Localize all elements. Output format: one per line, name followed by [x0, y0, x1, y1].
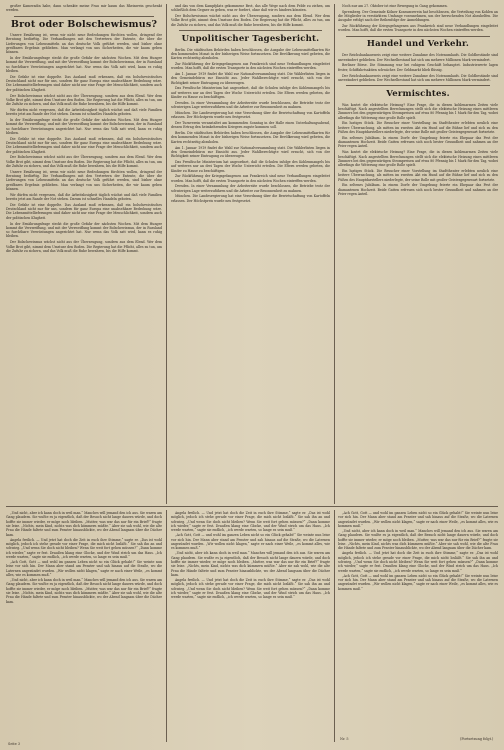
serial-paragraph: „Ach Gott, Gott — und wohl im ganzen Leben nicht so ein Glück gehabt!“ Sie weinte nun leise vor sich hin. Der Mann aber stand am Fenster und sah hinaus auf die Straße, wo die Laternen angezündet wurden. „Wir wollen nicht klagen,“ sagte er nach einer Weile, „es kommt alles, wie es kommen muß.“	[171, 533, 330, 551]
lead-paragraph: Noch nur am 27. Oktober ist eine Bewegung in Gang gekommen.	[342, 4, 448, 8]
news-item: Ein seltenes Jubiläum. In einem Dorfe der Umgebung feierte ein Ehepaar das Fest der diamantenen Hochzeit. Beide Gatten erfreuen sich noch bester Gesundheit und nahmen an der Feier regen Anteil.	[338, 135, 498, 149]
page-number: Seite 3	[8, 742, 21, 746]
news-item: Zur Rückführung der Kriegsgefangenen aus Frankreich sind neue Verhandlungen eingeleitet worden. Man hofft, daß die ersten Transporte in den nächsten Wochen eintreffen werden.	[171, 174, 330, 183]
article-paragraph: Der Bolschewismus wächst nicht aus der Überzeugung, sondern aus dem Elend. Wer dem Volke Brot gibt, nimmt dem Umsturz den Boden. Die Regierung hat die Pflicht, alles zu tun, um die Zufuhr zu sichern, und das Volk muß die Ruhe bewahren, bis die Hilfe kommt.	[6, 240, 162, 253]
continuation-note: (Fortsetzung folgt.)	[460, 737, 494, 741]
news-item: Berliner Börse. Die Stimmung war bei ruhigem Geschäft behauptet. Industriewerte lagen fester, Schiffahrtsaktien schwächer. Der Geldmarkt blieb flüssig.	[338, 63, 498, 72]
lead-paragraph: großer Kameradin habe, dann schenkte meine Frau mir kaum das Rheinwein geschenkt werden.	[6, 4, 162, 13]
separator	[346, 85, 490, 86]
article-paragraph: In der Ernährungsfrage steckt die große Gefahr der nächsten Wochen. Mit dem Hunger kommt die Verzweiflung, und mit der Verzweiflung kommt der Bolschewismus, der in Russland so furchtbare Verwüstungen angerichtet hat. Nur wenn das Volk satt wird, kann es ruhig bleiben.	[6, 221, 162, 239]
news-item: München. Die Landesregierung hat eine Verordnung über die Bewirtschaftung von Kartoffeln erlassen. Der Höchstpreis wurde neu festgesetzt.	[171, 110, 330, 120]
article-paragraph: Wir dürfen nicht vergessen, daß die Arbeitslosigkeit täglich wächst und daß viele Familien bereits jetzt am Rande der Not stehen. Darum ist schnelles Handeln geboten.	[6, 192, 162, 202]
section-heading-misc: Vermischtes.	[386, 88, 450, 99]
serial-paragraph: „Ach Gott, Gott — und wohl im ganzen Leben nicht so ein Glück gehabt!“ Sie weinte nun leise vor sich hin. Der Mann aber stand am Fenster und sah hinaus auf die Straße, wo die Laternen angezündet wurden. „Wir wollen nicht klagen,“ sagte er nach einer Weile, „es kommt alles, wie es kommen muß.“	[6, 559, 162, 577]
news-item: Der Reichsbankausweis zeigt eine weitere Zunahme des Notenumlaufs. Die Goldbestände sind unverändert geblieben. Der Wechselbestand hat sich um mehrere Millionen Mark vermindert.	[338, 53, 498, 62]
separator	[346, 36, 490, 37]
serial-paragraph: „Und nicht, aber ich kann doch in weil man.“ Manches will jemand den ich aus. Sie waren am Gang plaudern. Sie wußte es ja eigentlich, daß der Besuch nicht lange dauern würde, und doch hoffte sie immer wieder, er möge noch bleiben. „Mutter, was war das nur für ein Brief?“ fragte sie leise. „Nichts, mein Kind, nichts was dich kümmern müßte.“ Aber sie sah wohl, wie die alte Frau die Hände faltete und zum Fenster hinausblickte, wo der Abend langsam über die Dächer kam.	[6, 511, 162, 537]
serial-column-2	[171, 511, 330, 741]
news-item: München. Die Landesregierung hat eine Verordnung über die Bewirtschaftung von Kartoffeln erlassen. Der Höchstpreis wurde neu festgesetzt.	[171, 194, 330, 203]
serial-column-1	[6, 511, 162, 741]
lead-paragraph: und das von dem Kampfplatz gekommene Brot, das alle Wege nach dem Felde zu ziehen, um schließlich dem Gegner zu geben, was er fordert, ohne daß wir es hindern könnten.	[171, 4, 330, 13]
column-rule	[166, 4, 167, 504]
article-paragraph: In der Ernährungsfrage steckt die große Gefahr der nächsten Wochen. Mit dem Hunger kommt die Verzweiflung, und mit der Verzweiflung kommt der Bolschewismus, der in Russland so furchtbare Verwüstungen angerichtet hat. Nur wenn das Volk satt wird, kann es ruhig bleiben.	[6, 118, 162, 135]
serial-paragraph: Angela freilich. — Und jetzt hat doch die Zeit in euch ihre Stimme,“ sagte er. „Das ist wohl möglich, jedoch ich stehe gerade vor einer Frage, die mich nicht losläßt.“ Sie sah ihn an und schwieg. „Und wenn Sie doch nicht bleiben? Wenn Sie weit fort gehen müssen?“ „Dann komme ich wieder,“ sagte er fest. Draußen klang eine Glocke, und der Wind strich um das Haus. „Ich werde warten,“ sagte sie endlich, „ich werde warten, so lange es sein muß.“	[171, 577, 330, 600]
column-2	[171, 4, 330, 504]
news-item: Ein seltenes Jubiläum. In einem Dorfe der Umgebung feierte ein Ehepaar das Fest der diamantenen Hochzeit. Beide Gatten erfreuen sich noch bester Gesundheit und nahmen an der Feier regen Anteil.	[338, 183, 498, 196]
column-rule	[166, 510, 167, 742]
article-heading: Unpolitischer Tagesbericht.	[181, 33, 320, 44]
serial-paragraph: „Und nicht, aber ich kann doch in weil man.“ Manches will jemand den ich aus. Sie waren am Gang plaudern. Sie wußte es ja eigentlich, daß der Besuch nicht lange dauern würde, und doch hoffte sie immer wieder, er möge noch bleiben. „Mutter, was war das nur für ein Brief?“ fragte sie leise. „Nichts, mein Kind, nichts was dich kümmern müßte.“ Aber sie sah wohl, wie die alte Frau die Hände faltete und zum Fenster hinausblickte, wo der Abend langsam über die Dächer kam.	[6, 577, 162, 604]
column-rule	[334, 510, 335, 742]
news-item: Was kostet die elektrische Heizung? Eine Frage, die in diesen kohlenarmen Zeiten viele beschäftigt. Nach angestellten Berechnungen stellt sich die elektrische Heizung eines mittleren Zimmers bei den gegenwärtigen Strompreisen auf etwa 80 Pfennig bis 1 Mark für den Tag, wobei allerdings die Witterung eine große Rolle spielt.	[338, 102, 498, 120]
news-item: Berlin. Die städtischen Behörden haben beschlossen, die Ausgabe der Lebensmittelkarten für den kommenden Monat in der bisherigen Weise fortzusetzen. Die Bevölkerung wird gebeten, die Karten rechtzeitig abzuholen.	[171, 131, 330, 144]
serial-paragraph: Angela freilich. — Und jetzt hat doch die Zeit in euch ihre Stimme,“ sagte er. „Das ist wohl möglich, jedoch ich stehe gerade vor einer Frage, die mich nicht losläßt.“ Sie sah ihn an und schwieg. „Und wenn Sie doch nicht bleiben? Wenn Sie weit fort gehen müssen?“ „Dann komme ich wieder,“ sagte er fest. Draußen klang eine Glocke, und der Wind strich um das Haus. „Ich werde warten,“ sagte sie endlich, „ich werde warten, so lange es sein muß.“	[171, 511, 330, 533]
news-item: Am 1. Januar 1919 findet die Wahl zur Nationalversammlung statt. Die Wählerlisten liegen in den Gemeindebüros zur Einsicht aus. Jeder Wahlberechtigte wird ersucht, sich von der Richtigkeit seiner Eintragung zu überzeugen.	[171, 145, 330, 159]
news-item: Der Reichsbankausweis zeigt eine weitere Zunahme des Notenumlaufs. Die Goldbestände sind unverändert geblieben. Der Wechselbestand hat sich um mehrere Millionen Mark vermindert.	[338, 73, 498, 82]
article-paragraph: Die Gefahr ist eine doppelte. Das Ausland muß erkennen, daß ein bolschewistisches Deutschland nicht nur für uns, sondern für ganz Europa eine unabsehbare Bedrohung wäre. Die Lebensmittellieferungen sind daher nicht nur eine Frage der Menschlichkeit, sondern auch der politischen Klugheit.	[6, 74, 162, 92]
article-paragraph: Der Bolschewismus wächst nicht aus der Überzeugung, sondern aus dem Elend. Wer dem Volke Brot gibt, nimmt dem Umsturz den Boden. Die Regierung hat die Pflicht, alles zu tun, um die Zufuhr zu sichern, und das Volk muß die Ruhe bewahren, bis die Hilfe kommt.	[6, 93, 162, 107]
separator	[14, 16, 154, 17]
section-heading-trade: Handel und Verkehr.	[366, 39, 470, 50]
news-item: Am 1. Januar 1919 findet die Wahl zur Nationalversammlung statt. Die Wählerlisten liegen in den Gemeindebüros zur Einsicht aus. Jeder Wahlberechtigte wird ersucht, sich von der Richtigkeit seiner Eintragung zu überzeugen.	[171, 72, 330, 85]
serial-paragraph: „Ach Gott, Gott — und wohl im ganzen Leben nicht so ein Glück gehabt!“ Sie weinte nun leise vor sich hin. Der Mann aber stand am Fenster und sah hinaus auf die Straße, wo die Laternen angezündet wurden. „Wir wollen nicht klagen,“ sagte er nach einer Weile, „es kommt alles, wie es kommen muß.“	[338, 511, 498, 529]
news-item: Das Preußische Ministerium hat angeordnet, daß die Schulen infolge des Kohlenmangels bis auf weiteres nur an drei Tagen der Woche Unterricht erteilen. Die Eltern werden gebeten, die Kinder zu Hause zu beschäftigen.	[171, 159, 330, 173]
news-item: Der Turnverein veranstaltet am kommenden Sonntag in der Halle einen Unterhaltungsabend, dessen Ertrag den heimkehrenden Kriegern zugute kommen soll.	[171, 121, 330, 130]
issue-number: Nr. 5	[340, 737, 349, 741]
lead-paragraph: Der Bolschewismus wächst nicht aus der Überzeugung, sondern aus dem Elend. Wer dem Volke Brot gibt, nimmt dem Umsturz den Boden. Die Regierung hat die Pflicht, alles zu tun, um die Zufuhr zu sichern, und das Volk muß die Ruhe bewahren, bis die Hilfe kommt.	[171, 14, 330, 27]
news-item: Berlin. Die städtischen Behörden haben beschlossen, die Ausgabe der Lebensmittelkarten für den kommenden Monat in der bisherigen Weise fortzusetzen. Die Bevölkerung wird gebeten, die Karten rechtzeitig abzuholen.	[171, 47, 330, 61]
serial-paragraph: „Ach Gott, Gott — und wohl im ganzen Leben nicht so ein Glück gehabt!“ Sie weinte nun leise vor sich hin. Der Mann aber stand am Fenster und sah hinaus auf die Straße, wo die Laternen angezündet wurden. „Wir wollen nicht klagen,“ sagte er nach einer Weile, „es kommt alles, wie es kommen muß.“	[338, 573, 498, 591]
news-item: Ein lustiges Stück. Die Besucher einer Vorstellung im Stadttheater erlebten neulich eine heitere Überraschung, als mitten im zweiten Akt ein Hund auf die Bühne lief und sich zu den Füßen des Hauptdarstellers niederlegte, der seine Rolle mit großer Geistesgegenwart fortsetzte.	[338, 168, 498, 182]
serial-paragraph: Angela freilich. — Und jetzt hat doch die Zeit in euch ihre Stimme,“ sagte er. „Das ist wohl möglich, jedoch ich stehe gerade vor einer Frage, die mich nicht losläßt.“ Sie sah ihn an und schwieg. „Und wenn Sie doch nicht bleiben? Wenn Sie weit fort gehen müssen?“ „Dann komme ich wieder,“ sagte er fest. Draußen klang eine Glocke, und der Wind strich um das Haus. „Ich werde warten,“ sagte sie endlich, „ich werde warten, so lange es sein muß.“	[338, 551, 498, 573]
news-item: Zur Rückführung der Kriegsgefangenen aus Frankreich sind neue Verhandlungen eingeleitet worden. Man hofft, daß die ersten Transporte in den nächsten Wochen eintreffen werden.	[171, 61, 330, 71]
article-paragraph: In der Ernährungsfrage steckt die große Gefahr der nächsten Wochen. Mit dem Hunger kommt die Verzweiflung, und mit der Verzweiflung kommt der Bolschewismus, der in Russland so furchtbare Verwüstungen angerichtet hat. Nur wenn das Volk satt wird, kann es ruhig bleiben.	[6, 56, 162, 74]
news-item: Zur Rückführung der Kriegsgefangenen aus Frankreich sind neue Verhandlungen eingeleitet worden. Man hofft, daß die ersten Transporte in den nächsten Wochen eintreffen werden.	[338, 24, 498, 33]
column-1	[6, 4, 162, 504]
column-rule	[334, 4, 335, 504]
article-heading: Brot oder Bolschewismus?	[10, 19, 158, 31]
news-item: Dresden. In einer Versammlung der Arbeiterräte wurde beschlossen, die Betriebe trotz der schwierigen Lage weiterzuführen und die Arbeiter zur Besonnenheit zu mahnen.	[171, 184, 330, 193]
column-3	[338, 4, 498, 504]
serial-column-3	[338, 511, 498, 735]
article-paragraph: Der Bolschewismus wächst nicht aus der Überzeugung, sondern aus dem Elend. Wer dem Volke Brot gibt, nimmt dem Umsturz den Boden. Die Regierung hat die Pflicht, alles zu tun, um die Zufuhr zu sichern, und das Volk muß die Ruhe bewahren, bis die Hilfe kommt.	[6, 155, 162, 168]
serial-paragraph: Angela freilich. — Und jetzt hat doch die Zeit in euch ihre Stimme,“ sagte er. „Das ist wohl möglich, jedoch ich stehe gerade vor einer Frage, die mich nicht losläßt.“ Sie sah ihn an und schwieg. „Und wenn Sie doch nicht bleiben? Wenn Sie weit fort gehen müssen?“ „Dann komme ich wieder,“ sagte er fest. Draußen klang eine Glocke, und der Wind strich um das Haus. „Ich werde warten,“ sagte sie endlich, „ich werde warten, so lange es sein muß.“	[6, 537, 162, 560]
serial-paragraph: „Und nicht, aber ich kann doch in weil man.“ Manches will jemand den ich aus. Sie waren am Gang plaudern. Sie wußte es ja eigentlich, daß der Besuch nicht lange dauern würde, und doch hoffte sie immer wieder, er möge noch bleiben. „Mutter, was war das nur für ein Brief?“ fragte sie leise. „Nichts, mein Kind, nichts was dich kümmern müßte.“ Aber sie sah wohl, wie die alte Frau die Hände faltete und zum Fenster hinausblickte, wo der Abend langsam über die Dächer kam.	[171, 551, 330, 577]
separator	[179, 30, 322, 31]
serial-paragraph: „Und nicht, aber ich kann doch in weil man.“ Manches will jemand den ich aus. Sie waren am Gang plaudern. Sie wußte es ja eigentlich, daß der Besuch nicht lange dauern würde, und doch hoffte sie immer wieder, er möge noch bleiben. „Mutter, was war das nur für ein Brief?“ fragte sie leise. „Nichts, mein Kind, nichts was dich kümmern müßte.“ Aber sie sah wohl, wie die alte Frau die Hände faltete und zum Fenster hinausblickte, wo der Abend langsam über die Dächer kam.	[338, 528, 498, 551]
article-paragraph: Wir dürfen nicht vergessen, daß die Arbeitslosigkeit täglich wächst und daß viele Familien bereits jetzt am Rande der Not stehen. Darum ist schnelles Handeln geboten.	[6, 107, 162, 117]
article-paragraph: Die Gefahr ist eine doppelte. Das Ausland muß erkennen, daß ein bolschewistisches Deutschland nicht nur für uns, sondern für ganz Europa eine unabsehbare Bedrohung wäre. Die Lebensmittellieferungen sind daher nicht nur eine Frage der Menschlichkeit, sondern auch der politischen Klugheit.	[6, 136, 162, 154]
news-item: Das Preußische Ministerium hat angeordnet, daß die Schulen infolge des Kohlenmangels bis auf weiteres nur an drei Tagen der Woche Unterricht erteilen. Die Eltern werden gebeten, die Kinder zu Hause zu beschäftigen.	[171, 86, 330, 100]
news-item: Ein lustiges Stück. Die Besucher einer Vorstellung im Stadttheater erlebten neulich eine heitere Überraschung, als mitten im zweiten Akt ein Hund auf die Bühne lief und sich zu den Füßen des Hauptdarstellers niederlegte, der seine Rolle mit großer Geistesgegenwart fortsetzte.	[338, 121, 498, 135]
news-item: Dresden. In einer Versammlung der Arbeiterräte wurde beschlossen, die Betriebe trotz der schwierigen Lage weiterzuführen und die Arbeiter zur Besonnenheit zu mahnen.	[171, 100, 330, 110]
news-item: Spremberg. Der Gemeinde Kölner Konsumverein hat beschlossen, die Verteilung von Kohlen an die Mitglieder in verstärktem Umfange vorzunehmen, um der herrschenden Not abzuhelfen. Die Ausgabe erfolgt nach der Reihenfolge der Anmeldungen.	[338, 9, 498, 23]
article-paragraph: Die Gefahr ist eine doppelte. Das Ausland muß erkennen, daß ein bolschewistisches Deutschland nicht nur für uns, sondern für ganz Europa eine unabsehbare Bedrohung wäre. Die Lebensmittellieferungen sind daher nicht nur eine Frage der Menschlichkeit, sondern auch der politischen Klugheit.	[6, 202, 162, 220]
article-paragraph: Unsere Ernährung ist, wenn wir nicht neue Bedrohungen fürchten wollen, dringend der Beratung bedürftig. Die Verhandlungen mit den Vertretern der Entente, die über die Lieferungen von Lebensmitteln an das deutsche Volk geführt werden, sind bisher ohne greifbares Ergebnis geblieben. Man verlangt von uns Sicherheiten, die wir kaum geben können.	[6, 169, 162, 191]
article-paragraph: Unsere Ernährung ist, wenn wir nicht neue Bedrohungen fürchten wollen, dringend der Beratung bedürftig. Die Verhandlungen mit den Vertretern der Entente, die über die Lieferungen von Lebensmitteln an das deutsche Volk geführt werden, sind bisher ohne greifbares Ergebnis geblieben. Man verlangt von uns Sicherheiten, die wir kaum geben können.	[6, 33, 162, 55]
news-item: Was kostet die elektrische Heizung? Eine Frage, die in diesen kohlenarmen Zeiten viele beschäftigt. Nach angestellten Berechnungen stellt sich die elektrische Heizung eines mittleren Zimmers bei den gegenwärtigen Strompreisen auf etwa 80 Pfennig bis 1 Mark für den Tag, wobei allerdings die Witterung eine große Rolle spielt.	[338, 150, 498, 168]
feuilleton-rule	[6, 506, 498, 507]
